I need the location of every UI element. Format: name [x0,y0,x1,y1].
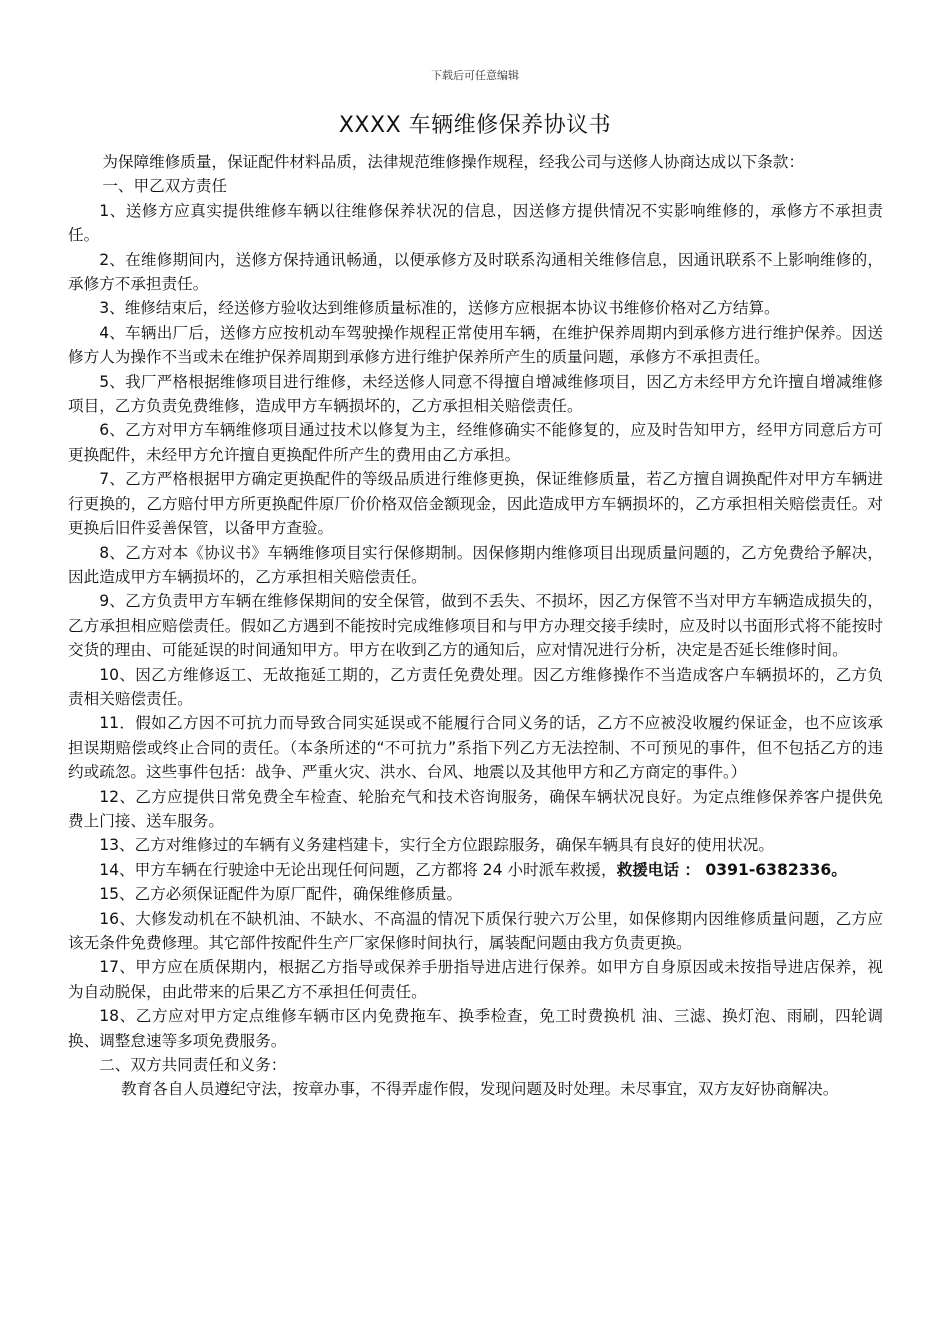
section-heading-1: 一、甲乙双方责任 [102,177,228,196]
closing-paragraph: 教育各自人员遵纪守法，按章办事，不得弄虚作假，发现问题及时处理。未尽事宜，双方友好协商解决。 [121,1080,839,1099]
clause-13: 13、乙方对维修过的车辆有义务建档建卡，实行全方位跟踪服务，确保车辆具有良好的使用状况。 [99,836,774,855]
clause-14 [68,858,883,882]
clause-8: 8、乙方对本《协议书》车辆维修项目实行保修期制。因保修期内维修项目出现质量问题的，乙方免费给予解决，因此造成甲方车辆损坏的，乙方承担相关赔偿责任。 [68,543,883,586]
clause-4: 4、车辆出厂后，送修方应按机动车驾驶操作规程正常使用车辆，在维护保养周期内到承修方进行维护保养。因送修方人为操作不当或未在维护保养周期到承修方进行维护保养所产生的质量问题，承修方不承担责任。 [68,323,883,367]
section-heading-2: 二、双方共同责任和义务： [99,1056,287,1075]
clause-12: 12、乙方应提供日常免费全车检查、轮胎充气和技术咨询服务，确保车辆状况良好。为定点维修保养客户提供免费上门接、送车服务。 [68,787,883,830]
intro-paragraph: 为保障维修质量，保证配件材料品质，法律规范维修操作规程，经我公司与送修人协商达成以下条款： [102,153,805,171]
clause-6: 6、乙方对甲方车辆维修项目通过技术以修复为主，经维修确实不能修复的，应及时告知甲方，经甲方同意后方可更换配件，未经甲方允许擅自更换配件所产生的费用由乙方承担。 [68,421,883,464]
clause-7: 7、乙方严格根据甲方确定更换配件的等级品质进行维修更换，保证维修质量，若乙方擅自调换配件对甲方车辆进行更换的，乙方赔付甲方所更换配件原厂价价格双倍金额现金，因此造成甲方车辆损坏的，乙方承担相关赔偿责任。对更换后旧件妥善保管，以备甲方查验。 [68,470,883,538]
rescue-phone: 救援电话 ： 0391-6382336。 [616,860,847,879]
clause-5: 5、我厂严格根据维修项目进行维修，未经送修人同意不得擅自增减维修项目，因乙方未经甲方允许擅自增减维修项目，乙方负责免费维修，造成甲方车辆损坏的，乙方承担相关赔偿责任。 [68,372,883,416]
clause-10: 10、因乙方维修返工、无故拖延工期的，乙方责任免费处理。因乙方维修操作不当造成客户车辆损坏的，乙方负责相关赔偿责任。 [68,665,883,708]
clause-18: 18、乙方应对甲方定点维修车辆市区内免费拖车、换季检查，免工时费换机 油、三滤、换灯泡、雨刷，四轮调换、调整怠速等多项免费服务。 [68,1007,883,1050]
clause-15: 15、乙方必须保证配件为原厂配件，确保维修质量。 [99,885,463,904]
header-note: 下载后可任意编辑 [431,69,519,82]
clause-14-text: 14、甲方车辆在行驶途中无论出现任何问题，乙方都将 24 小时派车救援， [99,860,617,879]
clause-9: 9、乙方负责甲方车辆在维修保期间的安全保管，做到不丢失、不损坏，因乙方保管不当对甲方车辆造成损失的，乙方承担相应赔偿责任。假如乙方遇到不能按时完成维修项目和与甲方办理交接手续时，应及时以书面形式将不能按时交货的理由、可能延误的时间通知甲方。甲方在收到乙方的通知后，应对情况进行分析，决定是否延长维修时间。 [68,592,883,660]
clause-3: 3、维修结束后，经送修方验收达到维修质量标准的，送修方应根据本协议书维修价格对乙方结算。 [99,299,780,318]
document-title: XXXX 车辆维修保养协议书 [338,113,612,138]
clause-11: 11．假如乙方因不可抗力而导致合同实延误或不能履行合同义务的话，乙方不应被没收履约保证金，也不应该承担误期赔偿或终止合同的责任。（本条所述的“不可抗力”系指下列乙方无法控制、不可预见的事件，但不包括乙方的违约或疏忽。这些事件包括：战争、严重火灾、洪水、台风、地震以及其他甲方和乙方商定的事件。） [68,714,883,782]
clause-16: 16、大修发动机在不缺机油、不缺水、不高温的情况下质保行驶六万公里，如保修期内因维修质量问题，乙方应该无条件免费修理。其它部件按配件生产厂家保修时间执行，属装配问题由我方负责更换。 [68,909,883,952]
document-body [68,150,883,1102]
clause-1: 1、送修方应真实提供维修车辆以往维修保养状况的信息，因送修方提供情况不实影响维修的，承修方不承担责任。 [68,201,883,245]
clause-2: 2、在维修期间内，送修方保持通讯畅通，以便承修方及时联系沟通相关维修信息，因通讯联系不上影响维修的，承修方不承担责任。 [68,250,883,294]
clause-17: 17、甲方应在质保期内，根据乙方指导或保养手册指导进店进行保养。如甲方自身原因或未按指导进店保养，视为自动脱保，由此带来的后果乙方不承担任何责任。 [68,958,883,1001]
